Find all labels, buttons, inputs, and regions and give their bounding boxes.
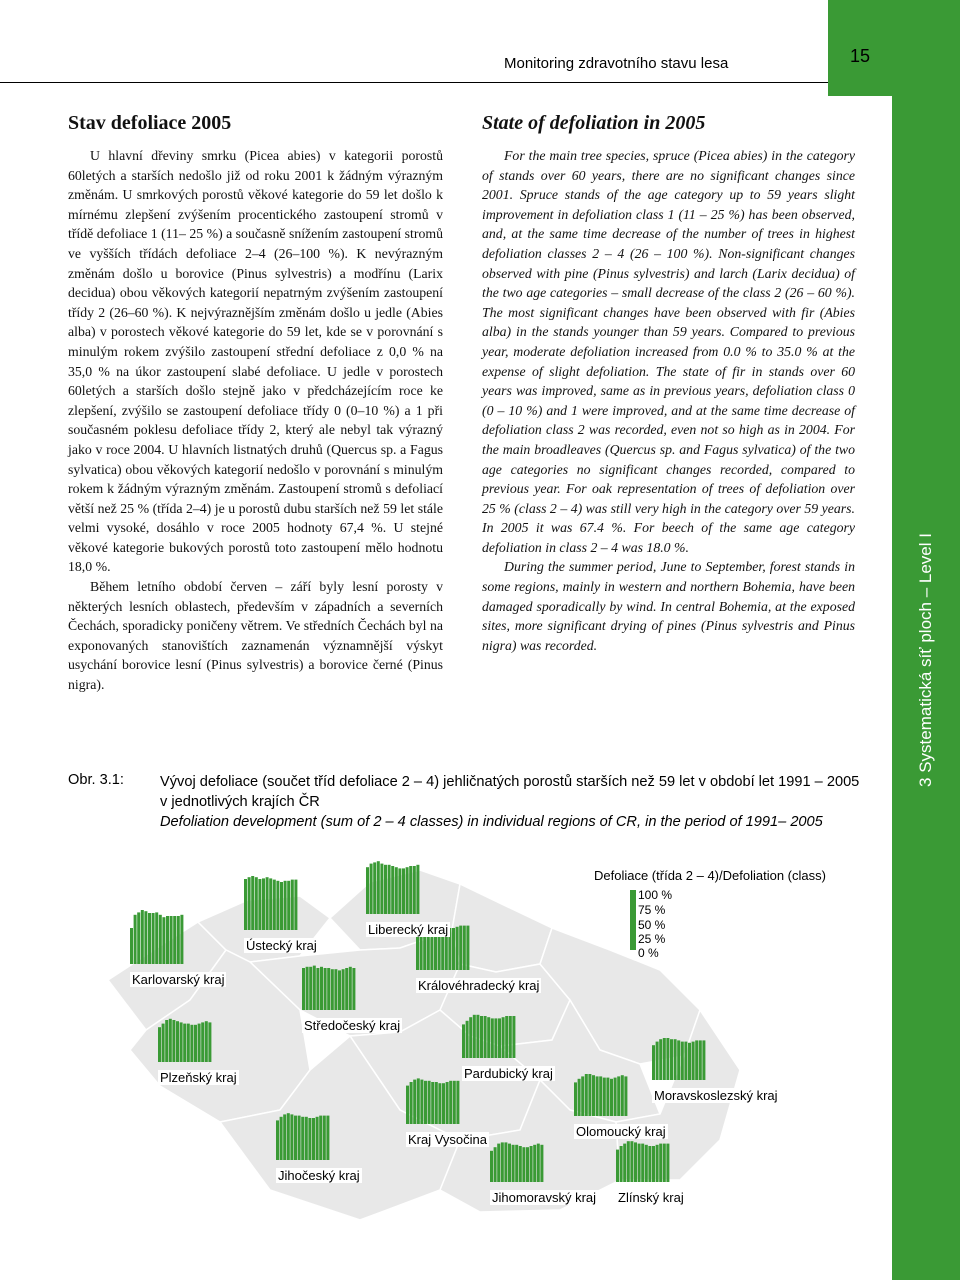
defoliation-bar: [512, 1145, 515, 1182]
defoliation-bar: [435, 1082, 438, 1124]
defoliation-bar: [526, 1147, 529, 1182]
legend-scale-bar: [630, 890, 636, 950]
defoliation-bar: [280, 882, 283, 930]
body-text-cz: [68, 146, 443, 695]
defoliation-bar: [152, 913, 155, 964]
defoliation-bar: [406, 1086, 409, 1124]
defoliation-bar: [287, 881, 290, 930]
defoliation-bar: [508, 1144, 511, 1182]
defoliation-bar: [280, 1117, 283, 1160]
defoliation-bar: [276, 881, 279, 930]
body-text-en: [482, 146, 855, 655]
defoliation-bar: [384, 865, 387, 914]
defoliation-bar: [141, 910, 144, 964]
region-label-ustecky: Ústecký kraj: [246, 938, 317, 953]
defoliation-bar: [248, 877, 251, 930]
defoliation-bar: [309, 967, 312, 1010]
legend-tick: 0 %: [638, 946, 659, 960]
defoliation-bar: [352, 968, 355, 1010]
defoliation-bar: [338, 970, 341, 1010]
defoliation-bar: [652, 1045, 655, 1080]
legend-tick: 100 %: [638, 888, 673, 902]
defoliation-bar: [334, 969, 337, 1010]
defoliation-bar: [692, 1042, 695, 1080]
defoliation-bar: [176, 1021, 179, 1062]
defoliation-bar: [648, 1146, 651, 1182]
defoliation-bar: [159, 915, 162, 964]
defoliation-bar: [522, 1147, 525, 1182]
defoliation-bar: [284, 881, 287, 930]
defoliation-bar: [269, 878, 272, 930]
defoliation-bar: [599, 1076, 602, 1116]
defoliation-bar: [410, 1082, 413, 1124]
defoliation-bar: [505, 1016, 508, 1058]
defoliation-bar: [388, 865, 391, 914]
defoliation-bar: [699, 1040, 702, 1080]
defoliation-bar: [504, 1142, 507, 1182]
defoliation-bar: [287, 1113, 290, 1160]
defoliation-bar: [456, 1081, 459, 1124]
defoliation-bar: [255, 877, 258, 930]
defoliation-bar: [326, 1116, 329, 1160]
region-label-plzensky: Plzeňský kraj: [160, 1070, 237, 1085]
defoliation-bar: [624, 1076, 627, 1116]
defoliation-bar: [417, 1078, 420, 1124]
defoliation-bar: [331, 969, 334, 1010]
defoliation-bar: [208, 1022, 211, 1062]
defoliation-bar: [180, 1022, 183, 1062]
defoliation-bar: [659, 1144, 662, 1182]
chapter-side-label: 3 Systematická síť ploch – Level I: [916, 533, 935, 787]
defoliation-bar: [663, 1144, 666, 1182]
defoliation-bar: [165, 1020, 168, 1062]
regions-map: [100, 860, 820, 1260]
defoliation-bar: [627, 1141, 630, 1182]
defoliation-bar: [291, 880, 294, 930]
defoliation-bar: [194, 1025, 197, 1062]
defoliation-bar: [201, 1022, 204, 1062]
defoliation-bar: [406, 867, 409, 914]
defoliation-bar: [323, 1116, 326, 1160]
region-label-jihocesky: Jihočeský kraj: [278, 1168, 360, 1183]
defoliation-bar: [180, 915, 183, 964]
defoliation-bar: [431, 1082, 434, 1124]
defoliation-bar: [137, 912, 140, 964]
defoliation-bar: [497, 1144, 500, 1182]
defoliation-bar: [681, 1042, 684, 1080]
defoliation-bar: [688, 1043, 691, 1080]
defoliation-bar: [509, 1016, 512, 1058]
running-head: Monitoring zdravotního stavu lesa: [504, 55, 729, 72]
defoliation-bar: [158, 1027, 161, 1062]
defoliation-bar: [169, 1019, 172, 1062]
defoliation-bar: [540, 1145, 543, 1182]
regions-map-svg: [100, 860, 820, 1260]
defoliation-bar: [416, 865, 419, 914]
region-label-zlinsky: Zlínský kraj: [618, 1190, 684, 1205]
page-number: 15: [849, 46, 871, 66]
legend-tick: 25 %: [638, 932, 666, 946]
region-label-liberecky: Liberecký kraj: [368, 922, 449, 937]
defoliation-bar: [614, 1078, 617, 1116]
defoliation-bar: [578, 1079, 581, 1116]
figure-caption-cz: Vývoj defoliace (součet tříd defoliace 2 – 4) jehličnatých porostů starších než 59 let v období let 1991 – 2005 v jednotlivých krajích ČR: [160, 774, 860, 810]
defoliation-bar: [484, 1016, 487, 1058]
header-rule: [0, 82, 828, 83]
figure-caption: [160, 772, 860, 832]
defoliation-bar: [305, 1117, 308, 1160]
defoliation-bar: [491, 1018, 494, 1058]
defoliation-bar: [606, 1078, 609, 1116]
defoliation-bar: [302, 968, 305, 1010]
region-label-moravskoslezsky: Moravskoslezský kraj: [654, 1088, 778, 1103]
defoliation-bar: [621, 1075, 624, 1116]
region-label-jihomoravsky: Jihomoravský kraj: [492, 1190, 597, 1205]
region-label-karlovarsky: Karlovarský kraj: [132, 972, 225, 987]
defoliation-bar: [592, 1075, 595, 1116]
defoliation-bar: [205, 1021, 208, 1062]
defoliation-bar: [276, 1120, 279, 1160]
defoliation-bar: [377, 861, 380, 914]
defoliation-bar: [512, 1016, 515, 1058]
defoliation-bar: [487, 1017, 490, 1058]
paragraph: During the summer period, June to September, forest stands in some regions, mainly in western and northern Bohemia, have been damaged sporadically by wind. In central Bohemia, at the exposed sites, more significant drying of pines (Pinus sylvestris and Pinus nigra) was recorded.: [482, 559, 855, 653]
defoliation-bar: [502, 1017, 505, 1058]
defoliation-bar: [190, 1025, 193, 1062]
defoliation-bar: [420, 1080, 423, 1124]
defoliation-bar: [659, 1039, 662, 1080]
defoliation-bar: [172, 1020, 175, 1062]
defoliation-bar: [345, 968, 348, 1010]
defoliation-bar: [494, 1018, 497, 1058]
defoliation-bar: [663, 1038, 666, 1080]
defoliation-bar: [130, 928, 133, 964]
defoliation-bar: [695, 1040, 698, 1080]
defoliation-bar: [258, 879, 261, 930]
defoliation-bar: [166, 916, 169, 964]
defoliation-bar: [324, 968, 327, 1010]
defoliation-bar: [490, 1151, 493, 1182]
defoliation-bar: [469, 1017, 472, 1058]
defoliation-bar: [294, 880, 297, 930]
defoliation-bar: [645, 1145, 648, 1182]
defoliation-bar: [301, 1117, 304, 1160]
defoliation-bar: [283, 1114, 286, 1160]
defoliation-bar: [316, 968, 319, 1010]
defoliation-bar: [453, 1081, 456, 1124]
defoliation-bar: [456, 927, 459, 970]
defoliation-bar: [342, 969, 345, 1010]
defoliation-bar: [588, 1074, 591, 1116]
defoliation-bar: [262, 878, 265, 930]
defoliation-bar: [652, 1146, 655, 1182]
defoliation-bar: [533, 1145, 536, 1182]
defoliation-bar: [398, 868, 401, 914]
defoliation-bar: [581, 1076, 584, 1116]
legend-tick: 50 %: [638, 918, 666, 932]
section-heading-cz: Stav defoliace 2005: [68, 112, 232, 134]
defoliation-bar: [656, 1042, 659, 1080]
defoliation-bar: [183, 1024, 186, 1062]
region-label-stredocesky: Středočeský kraj: [304, 1018, 401, 1033]
defoliation-bar: [438, 1083, 441, 1124]
defoliation-bar: [480, 1016, 483, 1058]
region-label-pardubicky: Pardubický kraj: [464, 1066, 553, 1081]
defoliation-bar: [459, 926, 462, 970]
region-label-kralovehradecky: Královéhradecký kraj: [418, 978, 540, 993]
defoliation-bar: [266, 877, 269, 930]
defoliation-bar: [308, 1118, 311, 1160]
defoliation-bar: [623, 1144, 626, 1182]
defoliation-bar: [373, 862, 376, 914]
defoliation-bar: [603, 1078, 606, 1116]
defoliation-bar: [519, 1146, 522, 1182]
defoliation-bar: [666, 1144, 669, 1182]
defoliation-bar: [402, 868, 405, 914]
figure-label: Obr. 3.1:: [68, 772, 124, 788]
defoliation-bar: [144, 911, 147, 964]
region-label-olomoucky: Olomoucký kraj: [576, 1124, 666, 1139]
defoliation-bar: [312, 1118, 315, 1160]
section-heading-en: State of defoliation in 2005: [482, 112, 706, 134]
defoliation-bar: [428, 1081, 431, 1124]
defoliation-bar: [630, 1141, 633, 1182]
defoliation-bar: [413, 866, 416, 914]
defoliation-bar: [684, 1042, 687, 1080]
paragraph: U hlavní dřeviny smrku (Picea abies) v kategorii porostů 60letých a starších nedošlo již od roku 2001 k žádným výrazným změnám. U smrkových porostů věkové kategorie do 59 let došlo k mírnému zlepšení zvýšením procentického zastoupení stromů v třídě defoliace 1 (11– 25 %) a současně snížením zastoupení stromů ve vyšších třídách defoliace 2–4 (26–100 %). K nevýrazným změnám došlo u borovice (Pinus sylvestris) a modřínu (Larix decidua) obou věkových kategorií nepatrným zvýšením zastoupení třídy 2 (26–60 %). K nejvýraznějším změnám došlo u jedle (Abies alba) v porostech věkové kategorie do 59 let, kde se v porovnání s minulým rokem zvýšilo zastoupení střední defoliace z 0,0 % na 35,0 % na úkor zastoupení slabé defoliace. U jedle v porostech 60letých a starších došlo stejně jako v předcházejícím roce ke zlepšení, zvýšilo se zastoupení defoliace třídy 0 (0–10 %) a 1 při současném poklesu defoliace třídy 2, který ale nebyl tak výrazný jako v roce 2004. U hlavních listnatých druhů (Quercus sp. a Fagus sylvatica) obou věkových kategorií nedošlo v porovnání s minulým rokem k žádným výrazným změnám. Zastoupení stromů s defoliací větší než 25 % (třída 2–4) je u porostů dubu starších než 59 let stále velmi vysoké, dosáhlo v roce 2005 hodnoty 67,4 %. U stejné věkové kategorie bukových porostů toto zastoupení mělo hodnotu 18,0 %.: [68, 148, 443, 575]
defoliation-bar: [616, 1150, 619, 1182]
defoliation-bar: [409, 866, 412, 914]
paragraph: For the main tree species, spruce (Picea abies) in the category of stands over 60 years, there are no significant changes since 2001. Spruce stands of the age category up to 59 years slight improvement in defoliation class 1 (11 – 25 %) has been observed, and, at the same time decrease of the number of trees in highest defoliation classes 2 – 4 (26 – 100 %). Non-significant changes observed with pine (Pinus sylvestris) and larch (Larix decidua) of the two age categories – small decrease of the class 2 (26 – 60 %). The most significant changes have been observed with fir (Abies alba) in the stands younger than 59 years. Compared to previous year, moderate defoliation increased from 0.0 % to 35.0 % at the expense of slight defoliation. The state of fir in stands over 60 years was improved, same as in previous years, defoliation class 0 (0 – 10 %) and 1 were improved, and at the same time decrease of defoliation class 2 was recorded, even not so high as in 2004. For the main broadleaves (Quercus sp. and Fagus sylvatica) of the two age categories no significant changes recorded, compared to previous year. For oak representation of trees of defoliation over 25 % (class 2 – 4) was still very high in the category over 59 years. In 2005 it was 67.4 %. For beech of the same age category defoliation in class 2 – 4 was 18.0 %.: [482, 148, 855, 555]
defoliation-bar: [313, 966, 316, 1010]
region-label-vysocina: Kraj Vysočina: [408, 1132, 487, 1147]
figure-caption-en: Defoliation development (sum of 2 – 4 classes) in individual regions of CR, in the period of 1991– 2005: [160, 814, 823, 830]
defoliation-bar: [498, 1018, 501, 1058]
defoliation-bar: [494, 1147, 497, 1182]
defoliation-bar: [463, 926, 466, 970]
defoliation-bar: [638, 1144, 641, 1182]
defoliation-bar: [162, 1024, 165, 1062]
defoliation-bar: [370, 864, 373, 914]
defoliation-bar: [446, 1082, 449, 1124]
defoliation-bar: [537, 1144, 540, 1182]
defoliation-bar: [574, 1082, 577, 1116]
defoliation-bar: [319, 1116, 322, 1160]
defoliation-bar: [641, 1144, 644, 1182]
defoliation-bar: [198, 1024, 201, 1062]
defoliation-bar: [620, 1146, 623, 1182]
defoliation-bar: [177, 916, 180, 964]
defoliation-bar: [617, 1076, 620, 1116]
defoliation-bar: [134, 915, 137, 964]
defoliation-bar: [316, 1117, 319, 1160]
defoliation-bar: [476, 1015, 479, 1058]
defoliation-bar: [273, 880, 276, 930]
defoliation-bar: [702, 1040, 705, 1080]
legend-tick: 75 %: [638, 903, 666, 917]
defoliation-bar: [462, 1024, 465, 1058]
defoliation-bar: [666, 1038, 669, 1080]
defoliation-bar: [501, 1142, 504, 1182]
defoliation-bar: [585, 1074, 588, 1116]
defoliation-bar: [391, 866, 394, 914]
defoliation-bar: [306, 967, 309, 1010]
defoliation-bar: [596, 1076, 599, 1116]
legend-title: Defoliace (třída 2 – 4)/Defoliation (class): [594, 868, 826, 883]
defoliation-bar: [162, 917, 165, 964]
defoliation-bar: [170, 916, 173, 964]
defoliation-bar: [442, 1083, 445, 1124]
defoliation-bar: [187, 1024, 190, 1062]
defoliation-bar: [452, 928, 455, 970]
defoliation-bar: [320, 967, 323, 1010]
defoliation-bar: [251, 876, 254, 930]
defoliation-bar: [413, 1080, 416, 1124]
defoliation-bar: [466, 1021, 469, 1058]
defoliation-bar: [155, 912, 158, 964]
defoliation-bar: [610, 1079, 613, 1116]
defoliation-bar: [674, 1039, 677, 1080]
defoliation-bar: [670, 1039, 673, 1080]
defoliation-bar: [380, 864, 383, 914]
defoliation-bar: [290, 1114, 293, 1160]
defoliation-bar: [349, 967, 352, 1010]
defoliation-bar: [473, 1015, 476, 1058]
defoliation-bar: [294, 1116, 297, 1160]
defoliation-bar: [244, 879, 247, 930]
defoliation-bar: [395, 867, 398, 914]
defoliation-bar: [366, 867, 369, 914]
defoliation-bar: [424, 1081, 427, 1124]
defoliation-bar: [530, 1146, 533, 1182]
defoliation-bar: [327, 968, 330, 1010]
defoliation-bar: [449, 1081, 452, 1124]
paragraph: Během letního období červen – září byly lesní porosty v některých lesních oblastech, především v západních a severních Čechách, sporadicky poničeny větrem. Ve středních Čechách byl na exponovaných stanovištích zaznamenán významnější výskyt usychání borovice lesní (Pinus sylvestris) a borovice černé (Pinus nigra).: [68, 579, 443, 693]
defoliation-bar: [677, 1040, 680, 1080]
defoliation-bar: [148, 913, 151, 964]
defoliation-bar: [173, 916, 176, 964]
defoliation-bar: [656, 1145, 659, 1182]
defoliation-bar: [466, 926, 469, 970]
defoliation-bar: [515, 1145, 518, 1182]
defoliation-bar: [298, 1116, 301, 1160]
defoliation-bar: [416, 933, 419, 970]
defoliation-bar: [634, 1142, 637, 1182]
